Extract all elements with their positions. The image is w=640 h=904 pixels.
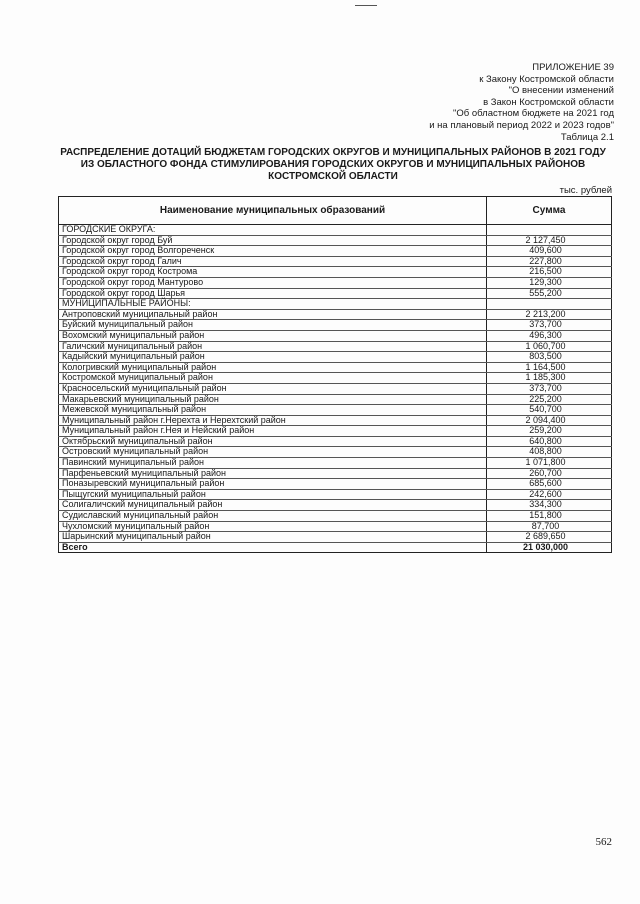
row-name: Галичский муниципальный район <box>59 341 487 352</box>
row-amount: 1 164,500 <box>487 362 612 373</box>
row-name: Макарьевский муниципальный район <box>59 394 487 405</box>
row-amount: 2 094,400 <box>487 415 612 426</box>
table-row <box>59 394 612 405</box>
table-row <box>59 277 612 288</box>
row-amount: 21 030,000 <box>487 542 612 553</box>
row-amount: 242,600 <box>487 489 612 500</box>
page-number: 562 <box>595 836 612 848</box>
column-header-amount: Сумма <box>487 197 612 225</box>
row-amount: 409,600 <box>487 246 612 257</box>
table-row <box>59 521 612 532</box>
row-amount <box>487 225 612 236</box>
row-name: Кологривский муниципальный район <box>59 362 487 373</box>
row-name: Чухломский муниципальный район <box>59 521 487 532</box>
row-name: Муниципальный район г.Нерехта и Нерехтский район <box>59 415 487 426</box>
table-row <box>59 309 612 320</box>
row-name: ГОРОДСКИЕ ОКРУГА: <box>59 225 487 236</box>
row-amount: 334,300 <box>487 500 612 511</box>
row-name: Поназыревский муниципальный район <box>59 479 487 490</box>
appendix-header <box>429 62 614 143</box>
table-row <box>59 436 612 447</box>
table-row <box>59 256 612 267</box>
row-name: Октябрьский муниципальный район <box>59 436 487 447</box>
table-number: Таблица 2.1 <box>560 131 614 143</box>
row-name: Буйский муниципальный район <box>59 320 487 331</box>
document-title: РАСПРЕДЕЛЕНИЕ ДОТАЦИЙ БЮДЖЕТАМ ГОРОДСКИХ ОКРУГОВ И МУНИЦИПАЛЬНЫХ РАЙОНОВ В 2021 ГОДУ ИЗ ОБЛАСТНОГО ФОНДА СТИМУЛИРОВАНИЯ ГОРОДСКИХ ОКРУГОВ И МУНИЦИПАЛЬНЫХ РАЙОНОВ КОСТРОМСКОЙ ОБЛАСТИ <box>60 147 606 182</box>
row-name: Городской округ город Кострома <box>59 267 487 278</box>
header-line: "О внесении изменений <box>508 85 614 97</box>
table-row <box>59 267 612 278</box>
row-amount: 87,700 <box>487 521 612 532</box>
row-name: МУНИЦИПАЛЬНЫЕ РАЙОНЫ: <box>59 299 487 310</box>
row-amount: 259,200 <box>487 426 612 437</box>
table-row <box>59 415 612 426</box>
row-amount: 2 689,650 <box>487 532 612 543</box>
row-amount: 227,800 <box>487 256 612 267</box>
table-row <box>59 235 612 246</box>
row-amount: 1 071,800 <box>487 458 612 469</box>
table-row <box>59 511 612 522</box>
row-name: Городской округ город Буй <box>59 235 487 246</box>
row-name: Шарьинский муниципальный район <box>59 532 487 543</box>
row-name: Муниципальный район г.Нея и Нейский район <box>59 426 487 437</box>
header-line: в Закон Костромской области <box>483 96 614 108</box>
row-name: Городской округ город Галич <box>59 256 487 267</box>
row-name: Островский муниципальный район <box>59 447 487 458</box>
header-line: и на плановый период 2022 и 2023 годов" <box>429 119 614 131</box>
row-amount: 685,600 <box>487 479 612 490</box>
table-header-row <box>59 197 612 225</box>
row-amount: 373,700 <box>487 320 612 331</box>
row-amount: 2 127,450 <box>487 235 612 246</box>
row-amount: 1 060,700 <box>487 341 612 352</box>
row-name: Всего <box>59 542 487 553</box>
row-amount: 260,700 <box>487 468 612 479</box>
section-row <box>59 299 612 310</box>
row-amount: 2 213,200 <box>487 309 612 320</box>
row-amount: 151,800 <box>487 511 612 522</box>
table-row <box>59 500 612 511</box>
header-line: к Закону Костромской области <box>479 73 614 85</box>
row-amount: 216,500 <box>487 267 612 278</box>
column-header-name: Наименование муниципальных образований <box>59 197 487 225</box>
table-row <box>59 489 612 500</box>
row-name: Пыщугский муниципальный район <box>59 489 487 500</box>
table-row <box>59 330 612 341</box>
header-line: "Об областном бюджете на 2021 год <box>453 108 614 120</box>
row-name: Костромской муниципальный район <box>59 373 487 384</box>
row-amount: 555,200 <box>487 288 612 299</box>
row-name: Межевской муниципальный район <box>59 405 487 416</box>
table-row <box>59 383 612 394</box>
row-amount: 373,700 <box>487 383 612 394</box>
table-row <box>59 479 612 490</box>
row-name: Городской округ город Волгореченск <box>59 246 487 257</box>
table-row <box>59 352 612 363</box>
table-row <box>59 246 612 257</box>
table-row <box>59 373 612 384</box>
subsidy-table <box>58 196 612 553</box>
row-name: Кадыйский муниципальный район <box>59 352 487 363</box>
row-amount: 640,800 <box>487 436 612 447</box>
row-amount: 129,300 <box>487 277 612 288</box>
total-row <box>59 542 612 553</box>
row-name: Городской округ город Мантурово <box>59 277 487 288</box>
units-label: тыс. рублей <box>559 185 612 196</box>
row-amount <box>487 299 612 310</box>
row-name: Городской округ город Шарья <box>59 288 487 299</box>
row-amount: 1 185,300 <box>487 373 612 384</box>
row-name: Судиславский муниципальный район <box>59 511 487 522</box>
row-name: Павинский муниципальный район <box>59 458 487 469</box>
row-amount: 496,300 <box>487 330 612 341</box>
scan-mark <box>355 5 377 6</box>
table-row <box>59 426 612 437</box>
table-row <box>59 468 612 479</box>
row-name: Солигаличский муниципальный район <box>59 500 487 511</box>
row-name: Вохомский муниципальный район <box>59 330 487 341</box>
table-row <box>59 532 612 543</box>
row-amount: 803,500 <box>487 352 612 363</box>
table-row <box>59 362 612 373</box>
table-row <box>59 341 612 352</box>
row-name: Парфеньевский муниципальный район <box>59 468 487 479</box>
row-amount: 225,200 <box>487 394 612 405</box>
header-line: ПРИЛОЖЕНИЕ 39 <box>532 62 614 73</box>
table-row <box>59 447 612 458</box>
table-row <box>59 458 612 469</box>
row-amount: 408,800 <box>487 447 612 458</box>
row-amount: 540,700 <box>487 405 612 416</box>
table-body <box>59 225 612 553</box>
table-row <box>59 320 612 331</box>
table-row <box>59 405 612 416</box>
row-name: Антроповский муниципальный район <box>59 309 487 320</box>
section-row <box>59 225 612 236</box>
row-name: Красносельский муниципальный район <box>59 383 487 394</box>
